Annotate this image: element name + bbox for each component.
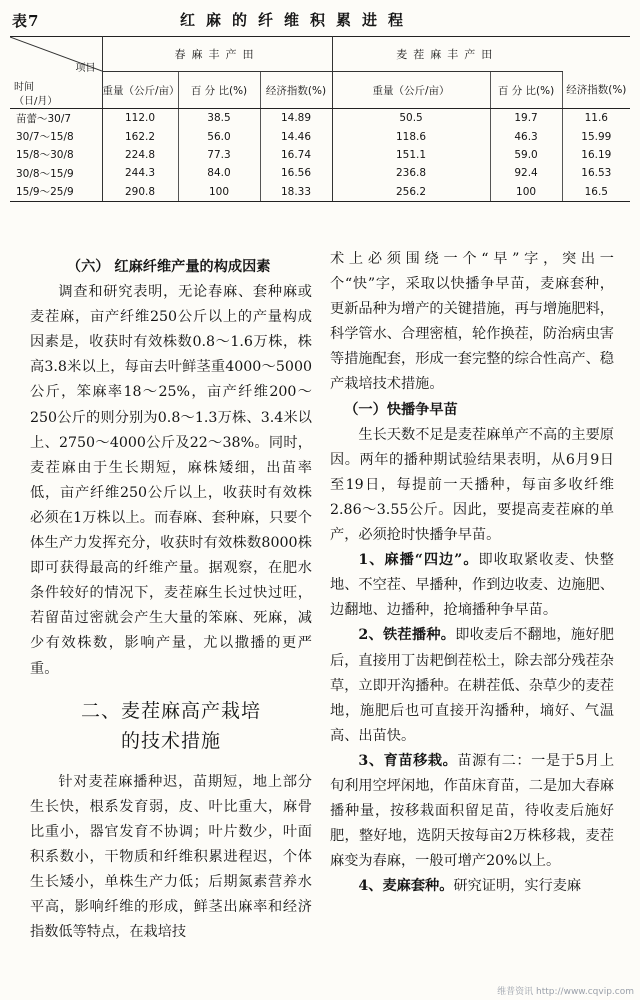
cell-wheat-percent: 59.0 — [490, 146, 562, 164]
cell-period: 30/8～15/9 — [16, 167, 74, 180]
cell-wheat-index: 15.99 — [562, 127, 630, 145]
item-text: 研究证明，实行麦麻 — [453, 878, 582, 895]
cell-wheat-yield: 118.6 — [332, 127, 490, 145]
cell-period: 苗蕾～30/7 — [16, 112, 72, 125]
paragraph — [330, 874, 614, 899]
table-row — [10, 146, 630, 164]
col-header-spring-yield: 重量（公斤/亩） — [102, 72, 178, 109]
paragraph — [330, 749, 614, 874]
corner-time-label — [14, 81, 57, 109]
item-text: 即收取紧收麦、快整地、不空茬、早播种，作到边收麦、边施肥、边翻地、边播种，抢墒播种争早苗。 — [330, 552, 614, 619]
corner-time-line2: （日/月） — [14, 96, 58, 107]
table-row — [10, 127, 630, 145]
left-text-column — [30, 255, 312, 945]
item-text: 即收麦后不翻地，施好肥后，直接用丁齿耙倒茬松土，除去部分残茬杂草，立即开沟播种。在耕茬低、杂草少的麦茬地，施肥后也可直接开沟播种，墒好、气温高、出苗快。 — [330, 627, 614, 744]
cell-wheat-yield: 236.8 — [332, 164, 490, 182]
fiber-accumulation-table — [10, 36, 630, 202]
cell-spring-index: 14.46 — [260, 127, 332, 145]
cell-spring-yield: 290.8 — [102, 183, 178, 202]
paragraph: 调查和研究表明，无论春麻、套种麻或麦茬麻，亩产纤维250公斤以上的产量构成因素是，收获时有效株数0.8～1.6万株，株高3.8米以上，每亩去叶鲜茎重4000～5000公斤，笨麻率18～25%，亩产纤维200～250公斤的则分别为0.8～1.3万株、3.4米以上、2750～4000公斤及22～38%。同时，麦茬麻由于生长期短，麻株矮细，出苗率低，亩产纤维250公斤以上，收获时有效株必须在1万株以上。而春麻、套种麻，只要个体生产力发挥充分，收获时有效株数8000株即可获得最高的纤维产量。据观察，在肥水条件较好的情况下，麦茬麻生长过快过旺，若留苗过密就会产生大量的笨麻、死麻，减少有效株数，影响产量，尤以撒播的更严重。 — [30, 284, 312, 677]
table-label: 表7 — [12, 12, 40, 30]
watermark: 维普资讯 http://www.cqvip.com — [497, 987, 634, 997]
cell-wheat-yield: 151.1 — [332, 146, 490, 164]
subsection-heading-one: （一）快播争早苗 — [344, 401, 458, 418]
corner-time-line1: 时间 — [14, 82, 34, 93]
cell-spring-index: 16.74 — [260, 146, 332, 164]
paragraph: 术上必须围绕一个“早”字，突出一个“快”字，采取以快播争早苗，麦麻套种，更新品种为增产的关键措施，再与增施肥料，科学管水、合理密植，轮作换茬，防治病虫害等措施配套，形成一套完整的综合性高产、稳产栽培技术措施。 — [330, 251, 614, 393]
cell-spring-percent: 56.0 — [178, 127, 260, 145]
col-header-wheat-index: 经济指数(%) — [562, 72, 630, 109]
cell-period: 15/9～25/9 — [10, 183, 102, 202]
table-row — [10, 109, 630, 128]
cell-spring-yield: 112.0 — [102, 109, 178, 128]
cell-wheat-index: 11.6 — [562, 109, 630, 128]
cell-wheat-percent: 19.7 — [490, 109, 562, 128]
corner-item-label: 项目 — [75, 63, 96, 74]
cell-spring-index: 18.33 — [260, 183, 332, 202]
item-text: 苗源有二：一是于5月上旬利用空坪闲地，作苗床育苗，二是加大春麻播种量，按移栽面积留足苗，待收麦后施好肥，整好地，选阴天按每亩2万株移栽，麦茬麻变为春麻，一般可增产20%以上。 — [330, 752, 615, 870]
paragraph — [330, 623, 614, 748]
cell-spring-percent: 100 — [178, 183, 260, 202]
section-heading-six: （六） 红麻纤维产量的构成因素 — [66, 259, 271, 275]
group-header-blank — [562, 37, 630, 72]
item-title: 2、铁茬播种。 — [358, 627, 456, 644]
cell-spring-index: 14.89 — [260, 109, 332, 128]
item-title: 1、麻播“四边”。 — [358, 552, 479, 569]
cell-spring-percent: 38.5 — [178, 109, 260, 128]
cell-spring-yield: 224.8 — [102, 146, 178, 164]
section-two-heading-line2: 的技术措施 — [120, 729, 221, 752]
cell-wheat-index: 16.5 — [562, 183, 630, 202]
col-header-wheat-yield: 重量（公斤/亩） — [332, 72, 490, 109]
col-header-spring-percent: 百 分 比(%) — [178, 72, 260, 109]
cell-wheat-yield: 50.5 — [332, 109, 490, 128]
cell-spring-index: 16.56 — [260, 164, 332, 182]
table-row — [10, 183, 630, 202]
table-title: 红麻的纤维积累进程 — [180, 11, 415, 29]
cell-wheat-index: 16.53 — [562, 164, 630, 182]
cell-spring-yield: 244.3 — [102, 164, 178, 182]
paragraph: 针对麦茬麻播种迟，苗期短，地上部分生长快，根系发育弱，皮、叶比重大，麻骨比重小，器官发育不协调；叶片数少，叶面积系数小，干物质和纤维积累进程迟，个体生长矮小，单株生产力低；后期氮素营养水平高，影响纤维的形成，鲜茎出麻率和经济指数低等特点，在栽培技 — [30, 773, 312, 941]
cell-period: 30/7～15/8 — [16, 131, 74, 144]
col-header-spring-index: 经济指数(%) — [260, 72, 332, 109]
section-two-heading — [30, 696, 312, 756]
item-title: 4、麦麻套种。 — [358, 878, 454, 895]
cell-spring-percent: 84.0 — [178, 164, 260, 182]
table-corner-header — [10, 37, 102, 109]
right-text-column — [330, 247, 614, 899]
cell-spring-percent: 77.3 — [178, 146, 260, 164]
item-title: 3、育苗移栽。 — [358, 752, 458, 769]
cell-spring-yield: 162.2 — [102, 127, 178, 145]
paragraph: 生长天数不足是麦茬麻单产不高的主要原因。两年的播种期试验结果表明，从6月9日至19日，每提前一天播种，每亩多收纤维2.86～3.55公斤。因此，要提高麦茬麻的单产，必须抢时快播争早苗。 — [330, 426, 614, 544]
section-two-heading-line1: 二、麦茬麻高产栽培 — [80, 699, 261, 722]
cell-wheat-percent: 92.4 — [490, 164, 562, 182]
cell-wheat-percent: 100 — [490, 183, 562, 202]
group-header-spring: 春麻丰产田 — [102, 37, 332, 72]
cell-wheat-percent: 46.3 — [490, 127, 562, 145]
col-header-wheat-percent: 百 分 比(%) — [490, 72, 562, 109]
cell-wheat-index: 16.19 — [562, 146, 630, 164]
group-header-wheat: 麦茬麻丰产田 — [332, 37, 562, 72]
cell-period: 15/8～30/8 — [16, 149, 74, 162]
table-row — [10, 164, 630, 182]
cell-wheat-yield: 256.2 — [332, 183, 490, 202]
paragraph — [330, 548, 614, 623]
